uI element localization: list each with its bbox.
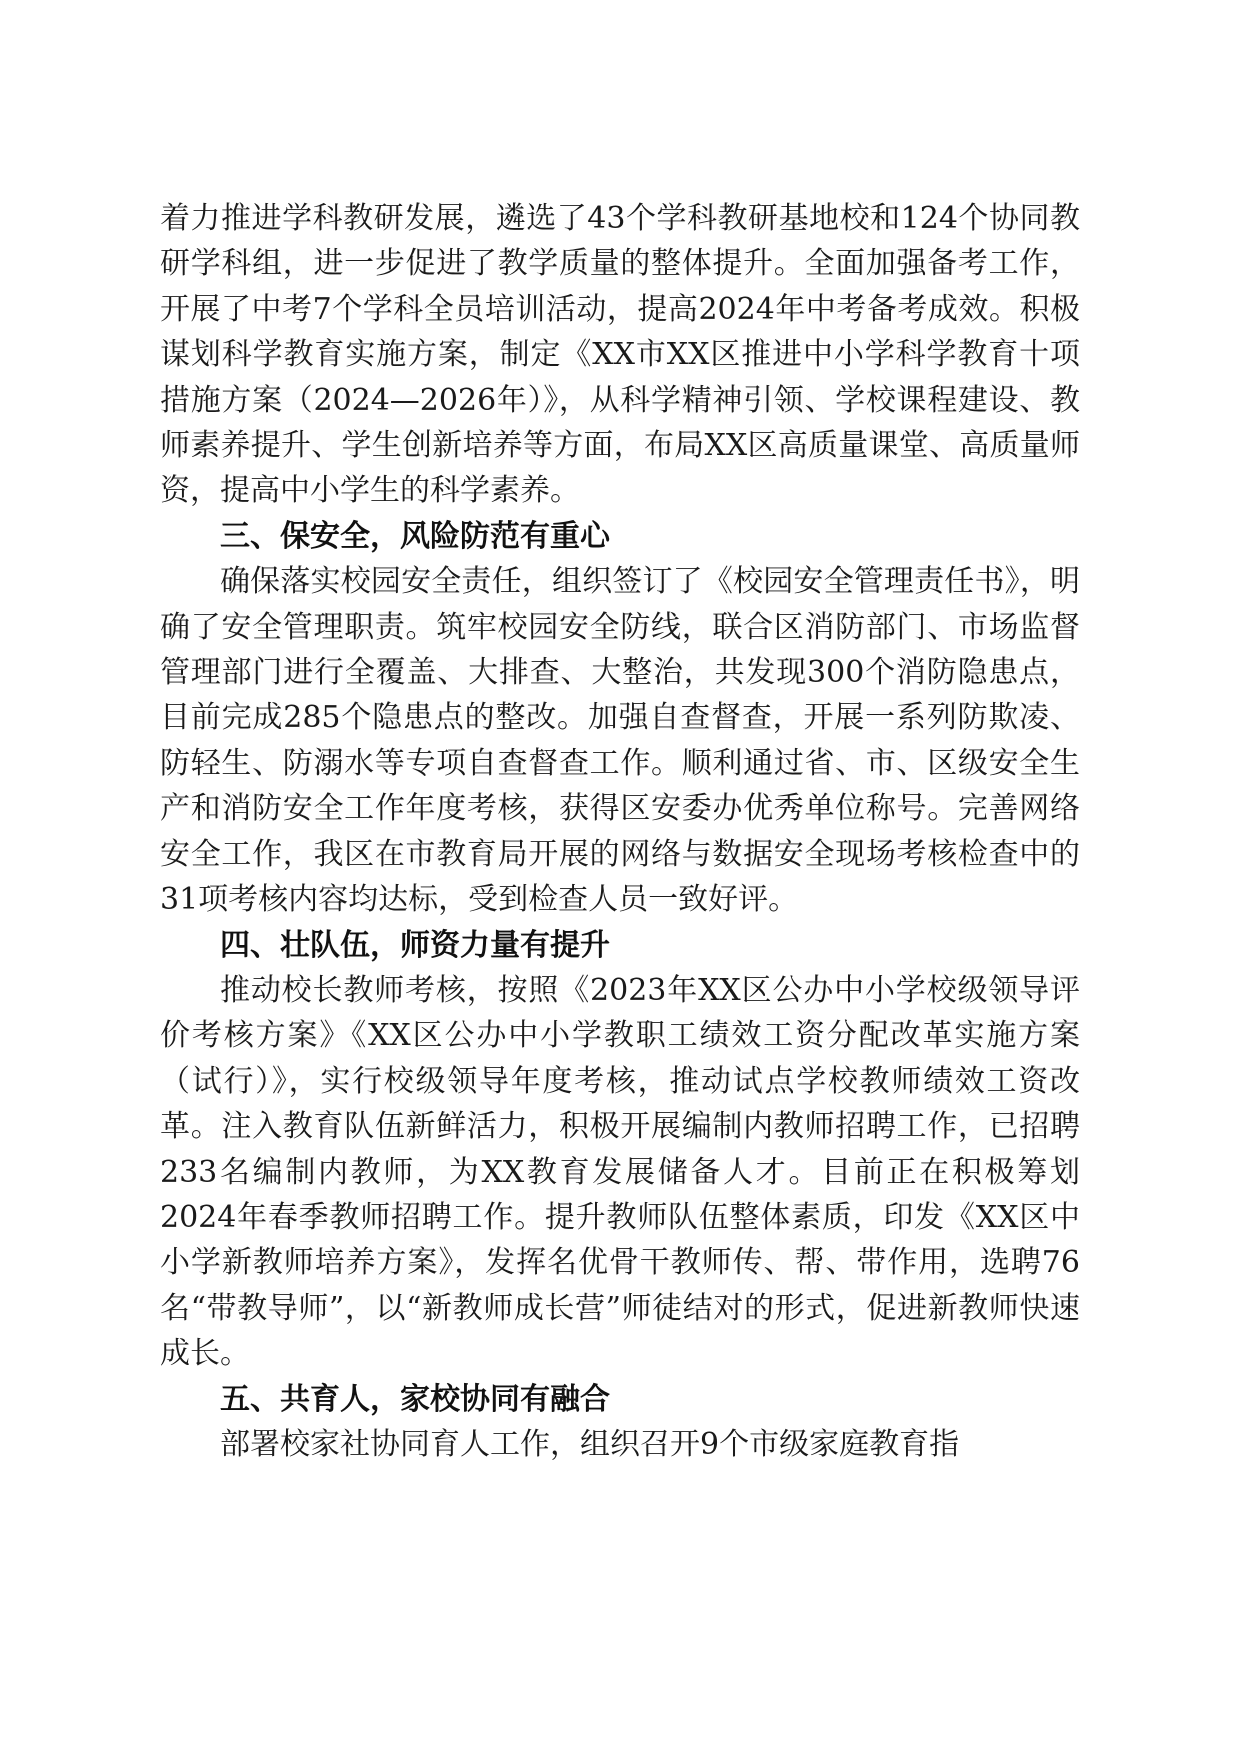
heading-safety: 三、保安全，风险防范有重心 [220,518,610,554]
heading-home-school: 五、共育人，家校协同有融合 [220,1381,610,1417]
paragraph-teachers: 推动校长教师考核，按照《2023年XX区公办中小学校级领导评价考核方案》《XX区公办中小学教职工绩效工资分配改革实施方案（试行）》，实行校级领导年度考核，推动试点学校教师绩效工资改革。注入教育队伍新鲜活力，积极开展编制内教师招聘工作，已招聘233名编制内教师，为XX教育发展储备人才。目前正在积极筹划2024年春季教师招聘工作。提升教师队伍整体素质，印发《XX区中小学新教师培养方案》，发挥名优骨干教师传、帮、带作用，选聘76名“带教导师”，以“新教师成长营”师徒结对的形式，促进新教师快速成长。 [160,972,1080,1372]
document-page [160,196,1080,1467]
paragraph-research-teaching: 着力推进学科教研发展，遴选了43个学科教研基地校和124个协同教研学科组，进一步促进了教学质量的整体提升。全面加强备考工作，开展了中考7个学科全员培训活动，提高2024年中考备考成效。积极谋划科学教育实施方案，制定《XX市XX区推进中小学科学教育十项措施方案（2024—2026年）》，从科学精神引领、学校课程建设、教师素养提升、学生创新培养等方面，布局XX区高质量课堂、高质量师资，提高中小学生的科学素养。 [160,201,1080,509]
heading-teachers: 四、壮队伍，师资力量有提升 [220,927,610,963]
paragraph-safety: 确保落实校园安全责任，组织签订了《校园安全管理责任书》，明确了安全管理职责。筑牢校园安全防线，联合区消防部门、市场监督管理部门进行全覆盖、大排查、大整治，共发现300个消防隐患点，目前完成285个隐患点的整改。加强自查督查，开展一系列防欺凌、防轻生、防溺水等专项自查督查工作。顺利通过省、市、区级安全生产和消防安全工作年度考核，获得区安委办优秀单位称号。完善网络安全工作，我区在市教育局开展的网络与数据安全现场考核检查中的31项考核内容均达标，受到检查人员一致好评。 [160,564,1080,918]
paragraph-home-school: 部署校家社协同育人工作，组织召开9个市级家庭教育指 [220,1426,960,1462]
